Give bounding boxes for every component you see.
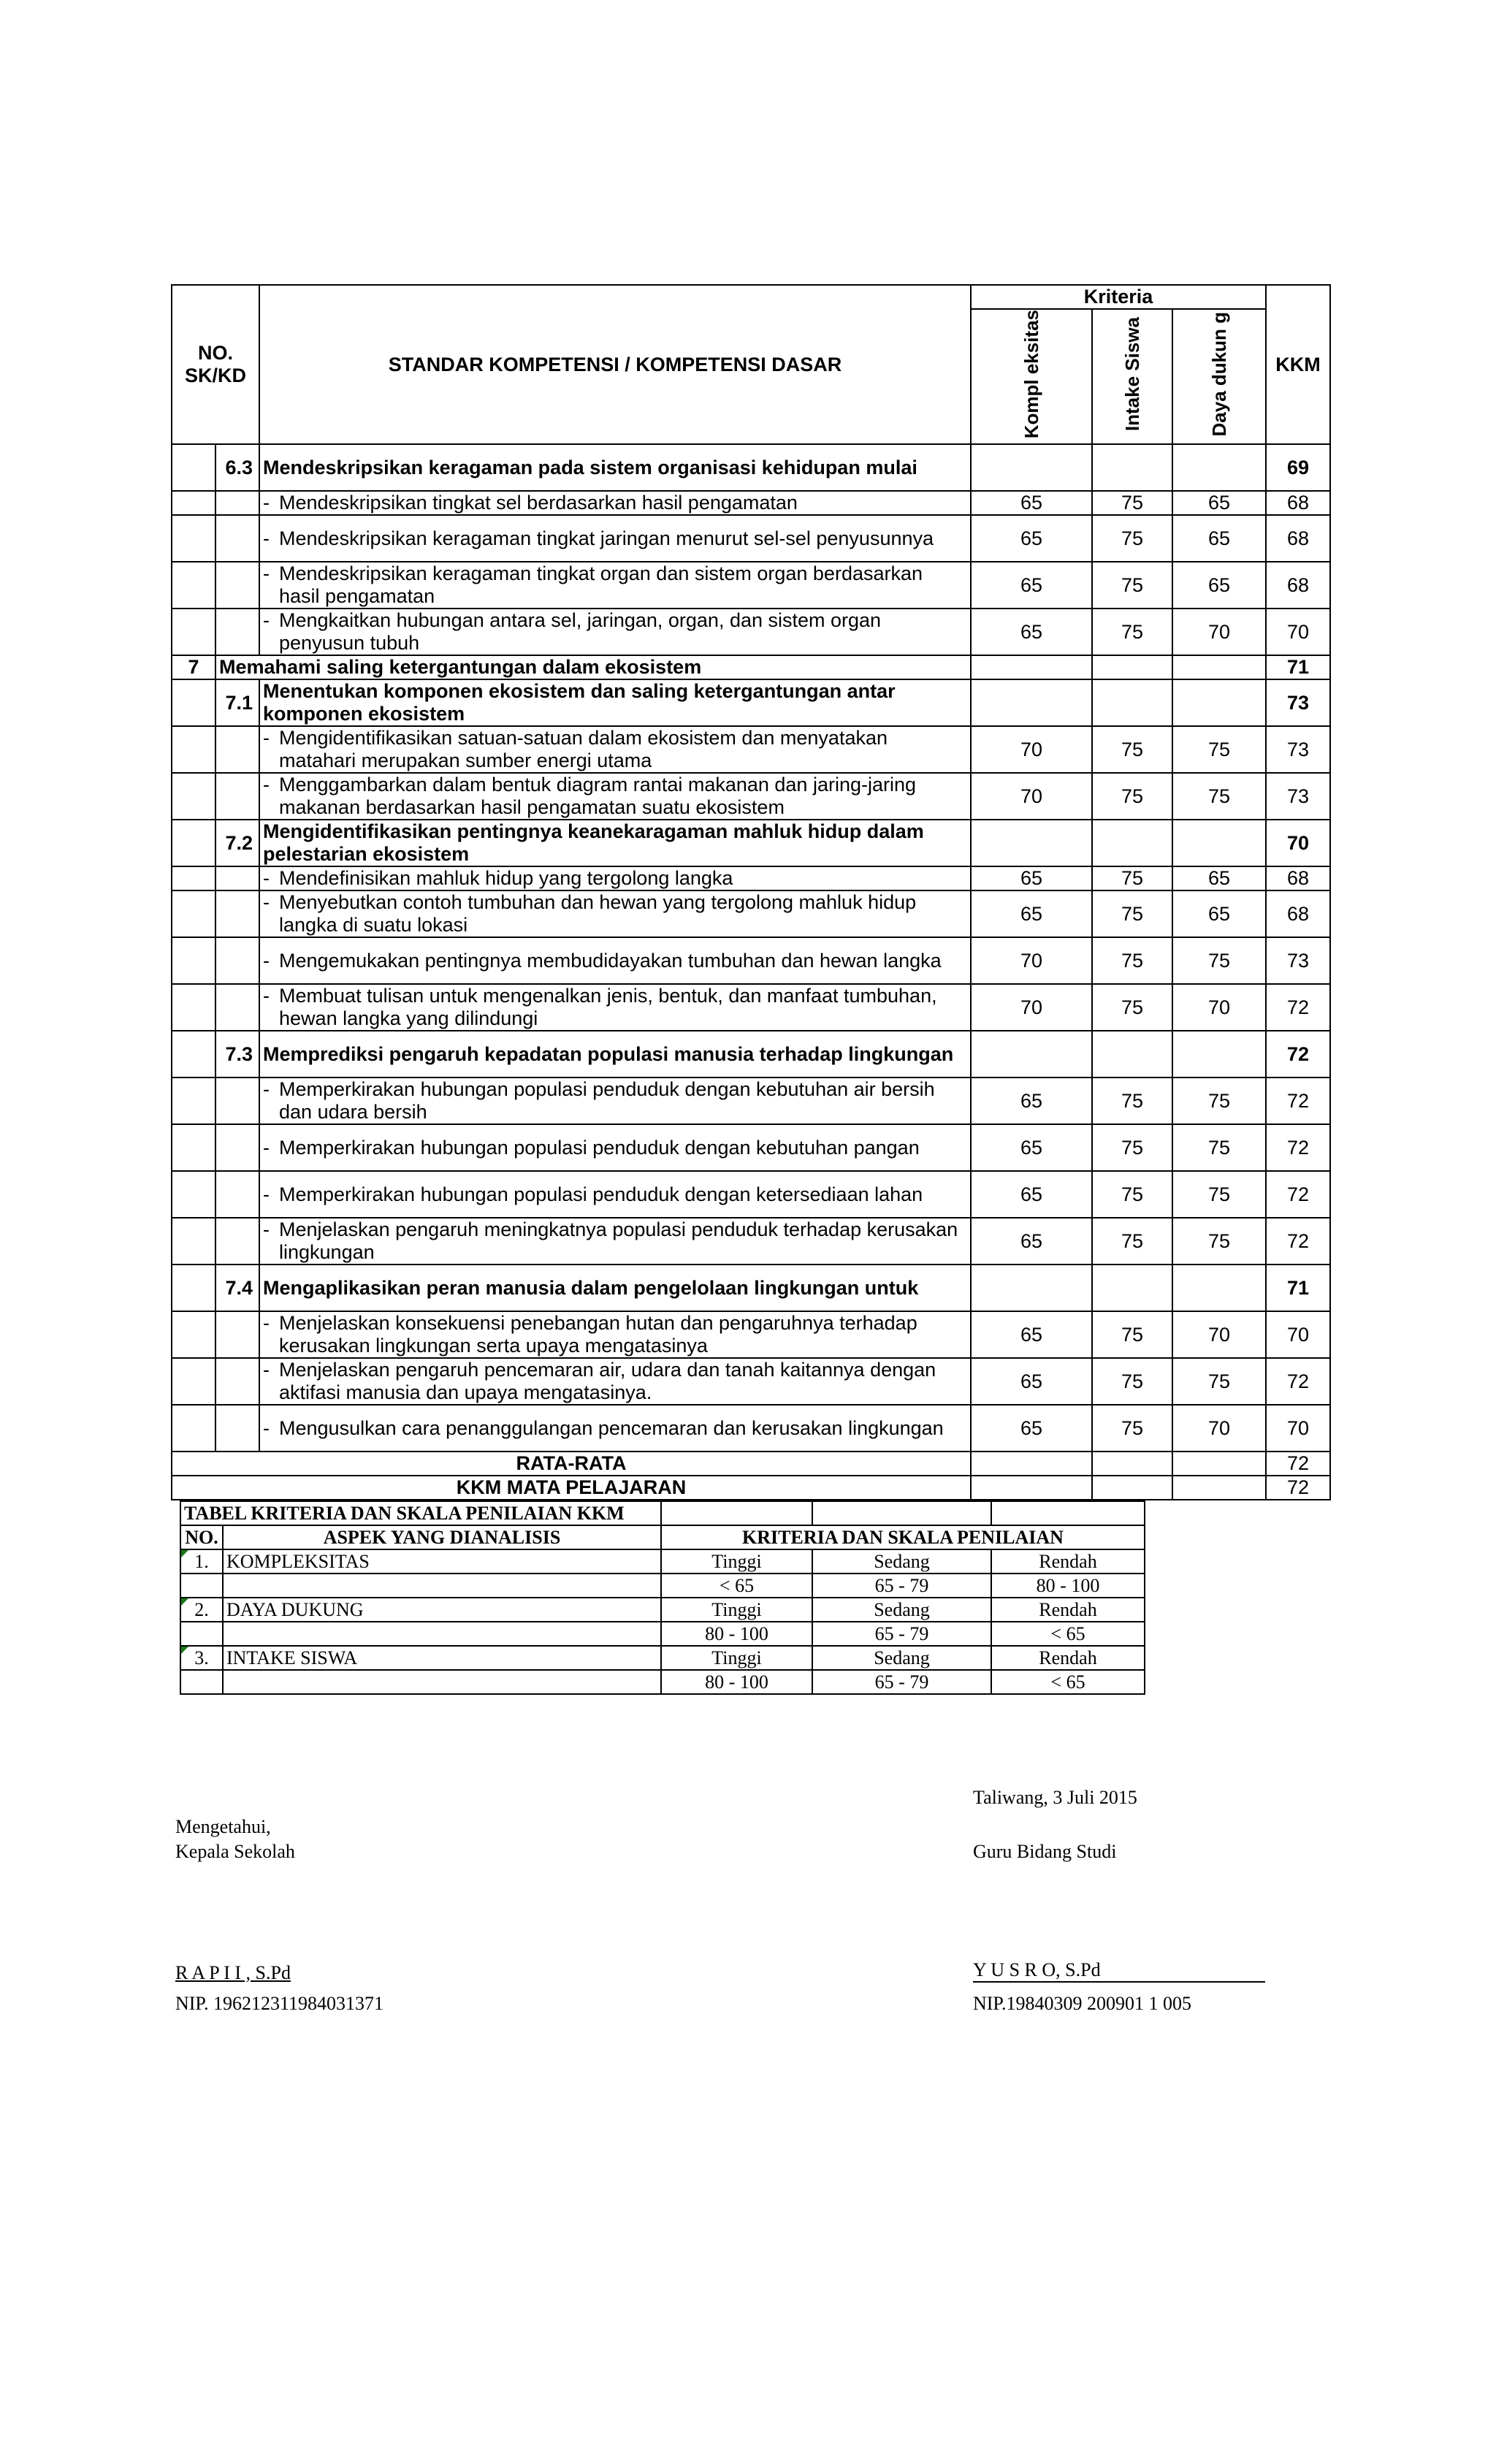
indicator-text	[259, 1405, 971, 1452]
blank-cell	[215, 1218, 259, 1265]
dash-marker: -	[263, 1136, 270, 1159]
header-kriteria: Kriteria	[971, 285, 1266, 309]
kkm-value: 73	[1266, 679, 1330, 726]
indicator-label: Mengidentifikasikan satuan-satuan dalam ekosistem dan menyatakan matahari merupakan sumber energi utama	[279, 727, 888, 772]
blank-cell	[172, 1311, 215, 1358]
dash-marker: -	[263, 1312, 270, 1335]
dash-marker: -	[263, 1183, 270, 1205]
blank-cell	[215, 1077, 259, 1124]
blank-cell	[172, 773, 215, 820]
kompleksitas-value: 65	[971, 1077, 1092, 1124]
dash-marker: -	[263, 1416, 270, 1439]
guru-nip: NIP.19840309 200901 1 005	[973, 1993, 1192, 2014]
indicator-row	[172, 1218, 1330, 1265]
kd-row	[172, 1031, 1330, 1077]
kkm-value: 73	[1266, 773, 1330, 820]
indicator-label: Memperkirakan hubungan populasi penduduk dengan kebutuhan pangan	[279, 1136, 920, 1159]
kd-number: 7.2	[215, 820, 259, 866]
indicator-row	[172, 1311, 1330, 1358]
kd-row	[172, 444, 1330, 491]
indicator-text	[259, 562, 971, 609]
kd-text: Mendeskripsikan keragaman pada sistem organisasi kehidupan mulai	[259, 444, 971, 491]
indicator-row	[172, 890, 1330, 937]
daya-dukung-value: 70	[1172, 984, 1266, 1031]
kd-row	[172, 679, 1330, 726]
daya-dukung-value: 75	[1172, 937, 1266, 984]
kepala-sekolah-name: R A P I I , S.Pd	[175, 1962, 291, 1983]
blank-cell	[172, 1405, 215, 1452]
blank-cell	[172, 444, 215, 491]
criteria-level: Tinggi	[661, 1646, 812, 1670]
indicator-text	[259, 984, 971, 1031]
indicator-text	[259, 890, 971, 937]
indicator-label: Mengemukakan pentingnya membudidayakan tumbuhan dan hewan langka	[279, 949, 942, 972]
blank-cell	[215, 890, 259, 937]
kd-number: 6.3	[215, 444, 259, 491]
dash-marker: -	[263, 867, 270, 890]
criteria-range: 65 - 79	[812, 1670, 991, 1694]
blank-cell	[971, 1476, 1092, 1500]
kd-number: 7.3	[215, 1031, 259, 1077]
blank-cell	[172, 609, 215, 655]
kompleksitas-value: 65	[971, 1171, 1092, 1218]
criteria-range-row	[180, 1670, 1145, 1694]
sk-row	[172, 655, 1330, 679]
kompleksitas-value: 65	[971, 1311, 1092, 1358]
dash-marker: -	[263, 562, 270, 585]
dash-marker: -	[263, 527, 270, 549]
indicator-row	[172, 1171, 1330, 1218]
sk-text: Memahami saling ketergantungan dalam ekosistem	[215, 655, 971, 679]
dash-marker: -	[263, 1218, 270, 1241]
blank-cell	[215, 937, 259, 984]
blank-cell	[180, 1670, 223, 1694]
blank-cell	[172, 1265, 215, 1311]
blank-cell	[215, 773, 259, 820]
blank-cell	[215, 1171, 259, 1218]
intake-value: 75	[1092, 726, 1172, 773]
dash-marker: -	[263, 774, 270, 796]
criteria-range-row	[180, 1622, 1145, 1646]
daya-dukung-value: 75	[1172, 726, 1266, 773]
kompleksitas-value: 65	[971, 562, 1092, 609]
kompleksitas-value: 65	[971, 1218, 1092, 1265]
daya-dukung-value	[1172, 679, 1266, 726]
kompleksitas-value: 65	[971, 1358, 1092, 1405]
criteria-row	[180, 1549, 1145, 1574]
summary-kkm: 72	[1266, 1476, 1330, 1500]
kompleksitas-value: 65	[971, 609, 1092, 655]
kompleksitas-value	[971, 1265, 1092, 1311]
kd-text: Memprediksi pengaruh kepadatan populasi manusia terhadap lingkungan	[259, 1031, 971, 1077]
indicator-row	[172, 773, 1330, 820]
indicator-text	[259, 491, 971, 515]
kompleksitas-value	[971, 444, 1092, 491]
daya-dukung-value: 75	[1172, 1077, 1266, 1124]
daya-dukung-value	[1172, 444, 1266, 491]
dash-marker: -	[263, 1359, 270, 1381]
kkm-value: 72	[1266, 1358, 1330, 1405]
daya-dukung-value: 70	[1172, 609, 1266, 655]
place-date: Taliwang, 3 Juli 2015	[973, 1787, 1137, 1808]
kompleksitas-value: 65	[971, 491, 1092, 515]
dash-marker: -	[263, 985, 270, 1007]
summary-kkm: 72	[1266, 1452, 1330, 1476]
indicator-label: Memperkirakan hubungan populasi penduduk dengan kebutuhan air bersih dan udara bersih	[279, 1078, 935, 1124]
criteria-col-aspect: ASPEK YANG DIANALISIS	[223, 1525, 661, 1549]
intake-value: 75	[1092, 1077, 1172, 1124]
criteria-level: Rendah	[991, 1549, 1145, 1574]
criteria-level: Sedang	[812, 1549, 991, 1574]
intake-value	[1092, 1031, 1172, 1077]
criteria-no: 1.	[180, 1549, 223, 1574]
blank-cell	[215, 984, 259, 1031]
indicator-row	[172, 937, 1330, 984]
kompleksitas-value	[971, 1031, 1092, 1077]
blank-cell	[223, 1622, 661, 1646]
blank-cell	[172, 491, 215, 515]
daya-dukung-value: 70	[1172, 1311, 1266, 1358]
blank-cell	[172, 1124, 215, 1171]
indicator-text	[259, 1171, 971, 1218]
blank-cell	[1172, 1476, 1266, 1500]
kkm-value: 72	[1266, 1124, 1330, 1171]
blank-cell	[1172, 1452, 1266, 1476]
intake-value: 75	[1092, 515, 1172, 562]
blank-cell	[215, 726, 259, 773]
blank-cell	[215, 1358, 259, 1405]
daya-dukung-value	[1172, 820, 1266, 866]
indicator-label: Mendeskripsikan keragaman tingkat jaringan menurut sel-sel penyusunnya	[279, 527, 934, 549]
criteria-col-scale: KRITERIA DAN SKALA PENILAIAN	[661, 1525, 1145, 1549]
criteria-range: 65 - 79	[812, 1622, 991, 1646]
indicator-label: Mendeskripsikan tingkat sel berdasarkan hasil pengamatan	[279, 492, 798, 514]
blank-cell	[971, 1452, 1092, 1476]
kkm-value: 71	[1266, 1265, 1330, 1311]
indicator-text	[259, 515, 971, 562]
blank-cell	[172, 890, 215, 937]
kompleksitas-value: 65	[971, 1124, 1092, 1171]
intake-value: 75	[1092, 866, 1172, 890]
criteria-level: Rendah	[991, 1646, 1145, 1670]
daya-dukung-value: 75	[1172, 1218, 1266, 1265]
blank-cell	[223, 1670, 661, 1694]
kompleksitas-value: 70	[971, 937, 1092, 984]
kd-text: Menentukan komponen ekosistem dan saling ketergantungan antar komponen ekosistem	[259, 679, 971, 726]
kd-row	[172, 820, 1330, 866]
indicator-label: Menjelaskan konsekuensi penebangan hutan dan pengaruhnya terhadap kerusakan lingkungan serta upaya mengatasinya	[279, 1312, 917, 1357]
intake-value: 75	[1092, 1218, 1172, 1265]
intake-value	[1092, 820, 1172, 866]
daya-dukung-value	[1172, 1031, 1266, 1077]
criteria-level: Sedang	[812, 1646, 991, 1670]
intake-value: 75	[1092, 1358, 1172, 1405]
indicator-text	[259, 1124, 971, 1171]
daya-dukung-value: 75	[1172, 1171, 1266, 1218]
indicator-text	[259, 1358, 971, 1405]
indicator-row	[172, 491, 1330, 515]
dash-marker: -	[263, 891, 270, 914]
blank-cell	[172, 1218, 215, 1265]
kkm-value: 70	[1266, 820, 1330, 866]
indicator-label: Menjelaskan pengaruh meningkatnya populasi penduduk terhadap kerusakan lingkungan	[279, 1218, 958, 1264]
criteria-row	[180, 1598, 1145, 1622]
blank-cell	[172, 820, 215, 866]
header-no: NO. SK/KD	[172, 285, 259, 444]
kkm-value: 73	[1266, 726, 1330, 773]
daya-dukung-value: 65	[1172, 491, 1266, 515]
blank-cell	[172, 562, 215, 609]
blank-cell	[172, 515, 215, 562]
intake-value: 75	[1092, 937, 1172, 984]
kkm-value: 68	[1266, 890, 1330, 937]
criteria-range: < 65	[991, 1670, 1145, 1694]
indicator-text	[259, 1077, 971, 1124]
indicator-row	[172, 866, 1330, 890]
intake-value: 75	[1092, 1124, 1172, 1171]
header-intake-siswa: Intake Siswa	[1121, 317, 1144, 432]
indicator-label: Mendefinisikan mahluk hidup yang tergolong langka	[279, 867, 733, 890]
summary-label: KKM MATA PELAJARAN	[172, 1476, 971, 1500]
daya-dukung-value: 75	[1172, 1358, 1266, 1405]
blank-cell	[215, 1311, 259, 1358]
mengetahui-label: Mengetahui,	[175, 1816, 271, 1837]
intake-value	[1092, 444, 1172, 491]
indicator-text	[259, 866, 971, 890]
indicator-row	[172, 609, 1330, 655]
criteria-no: 3.	[180, 1646, 223, 1670]
kompleksitas-value: 70	[971, 984, 1092, 1031]
sk-number: 7	[172, 655, 215, 679]
kd-number: 7.1	[215, 679, 259, 726]
indicator-row	[172, 984, 1330, 1031]
blank-cell	[215, 1124, 259, 1171]
kepala-sekolah-label: Kepala Sekolah	[175, 1841, 295, 1862]
daya-dukung-value: 75	[1172, 773, 1266, 820]
criteria-row	[180, 1646, 1145, 1670]
criteria-aspect: INTAKE SISWA	[223, 1646, 661, 1670]
blank-cell	[215, 515, 259, 562]
indicator-row	[172, 1405, 1330, 1452]
indicator-label: Mendeskripsikan keragaman tingkat organ dan sistem organ berdasarkan hasil pengamatan	[279, 562, 923, 608]
daya-dukung-value	[1172, 655, 1266, 679]
intake-value: 75	[1092, 1311, 1172, 1358]
criteria-title: TABEL KRITERIA DAN SKALA PENILAIAN KKM	[180, 1501, 661, 1525]
indicator-label: Mengusulkan cara penanggulangan pencemaran dan kerusakan lingkungan	[279, 1416, 944, 1439]
daya-dukung-value: 70	[1172, 1405, 1266, 1452]
intake-value: 75	[1092, 1171, 1172, 1218]
criteria-aspect: KOMPLEKSITAS	[223, 1549, 661, 1574]
intake-value	[1092, 1265, 1172, 1311]
kkm-value: 72	[1266, 1218, 1330, 1265]
dash-marker: -	[263, 1078, 270, 1101]
daya-dukung-value: 65	[1172, 562, 1266, 609]
indicator-row	[172, 726, 1330, 773]
kkm-value: 72	[1266, 984, 1330, 1031]
blank-cell	[172, 679, 215, 726]
blank-cell	[172, 1077, 215, 1124]
blank-cell	[215, 491, 259, 515]
indicator-text	[259, 1218, 971, 1265]
kompleksitas-value: 65	[971, 1405, 1092, 1452]
criteria-level: Tinggi	[661, 1598, 812, 1622]
criteria-range: 80 - 100	[661, 1622, 812, 1646]
daya-dukung-value: 65	[1172, 890, 1266, 937]
kepala-sekolah-nip: NIP. 196212311984031371	[175, 1993, 384, 2014]
blank-cell	[223, 1574, 661, 1598]
criteria-range: 65 - 79	[812, 1574, 991, 1598]
kkm-value: 68	[1266, 515, 1330, 562]
kompleksitas-value: 65	[971, 515, 1092, 562]
dash-marker: -	[263, 949, 270, 972]
blank-cell	[172, 866, 215, 890]
criteria-no: 2.	[180, 1598, 223, 1622]
intake-value	[1092, 679, 1172, 726]
kkm-value: 68	[1266, 562, 1330, 609]
kkm-value: 68	[1266, 491, 1330, 515]
blank-cell	[172, 1358, 215, 1405]
intake-value: 75	[1092, 491, 1172, 515]
criteria-level: Sedang	[812, 1598, 991, 1622]
blank-cell	[215, 562, 259, 609]
indicator-text	[259, 726, 971, 773]
summary-label: RATA-RATA	[172, 1452, 971, 1476]
header-standard: STANDAR KOMPETENSI / KOMPETENSI DASAR	[259, 285, 971, 444]
kd-text: Mengaplikasikan peran manusia dalam pengelolaan lingkungan untuk	[259, 1265, 971, 1311]
kompleksitas-value: 70	[971, 726, 1092, 773]
criteria-level: Rendah	[991, 1598, 1145, 1622]
blank-cell	[215, 866, 259, 890]
kkm-value: 71	[1266, 655, 1330, 679]
kkm-value: 68	[1266, 866, 1330, 890]
indicator-row	[172, 1358, 1330, 1405]
kkm-value: 69	[1266, 444, 1330, 491]
indicator-text	[259, 609, 971, 655]
criteria-range: < 65	[991, 1622, 1145, 1646]
indicator-label: Menggambarkan dalam bentuk diagram rantai makanan dan jaring-jaring makanan berdasarkan hasil pengamatan suatu ekosistem	[279, 774, 917, 819]
indicator-row	[172, 1077, 1330, 1124]
indicator-text	[259, 937, 971, 984]
criteria-range: 80 - 100	[991, 1574, 1145, 1598]
summary-row	[172, 1452, 1330, 1476]
dash-marker: -	[263, 492, 270, 514]
kkm-value: 72	[1266, 1077, 1330, 1124]
indicator-label: Memperkirakan hubungan populasi penduduk dengan ketersediaan lahan	[279, 1183, 923, 1205]
criteria-range: 80 - 100	[661, 1670, 812, 1694]
criteria-aspect: DAYA DUKUNG	[223, 1598, 661, 1622]
header-daya-dukung: Daya dukun g	[1208, 311, 1231, 437]
header-kkm: KKM	[1266, 285, 1330, 444]
daya-dukung-value: 65	[1172, 866, 1266, 890]
blank-cell	[172, 984, 215, 1031]
criteria-level: Tinggi	[661, 1549, 812, 1574]
indicator-row	[172, 1124, 1330, 1171]
kompleksitas-value	[971, 655, 1092, 679]
indicator-label: Menjelaskan pengaruh pencemaran air, udara dan tanah kaitannya dengan aktifasi manusia dan upaya mengatasinya.	[279, 1359, 936, 1404]
kompleksitas-value: 70	[971, 773, 1092, 820]
guru-name: Y U S R O, S.Pd	[973, 1959, 1265, 1983]
indicator-label: Membuat tulisan untuk mengenalkan jenis, bentuk, dan manfaat tumbuhan, hewan langka yang dilindungi	[279, 985, 937, 1030]
blank-cell	[172, 1171, 215, 1218]
kkm-value: 72	[1266, 1171, 1330, 1218]
kkm-table	[171, 284, 1331, 1500]
indicator-text	[259, 1311, 971, 1358]
kkm-value: 70	[1266, 1405, 1330, 1452]
criteria-col-no: NO.	[180, 1525, 223, 1549]
kkm-value: 73	[1266, 937, 1330, 984]
dash-marker: -	[263, 727, 270, 750]
kd-text: Mengidentifikasikan pentingnya keanekaragaman mahluk hidup dalam pelestarian ekosistem	[259, 820, 971, 866]
indicator-text	[259, 773, 971, 820]
intake-value: 75	[1092, 984, 1172, 1031]
kkm-value: 70	[1266, 609, 1330, 655]
kd-row	[172, 1265, 1330, 1311]
blank-cell	[180, 1574, 223, 1598]
blank-cell	[1092, 1452, 1172, 1476]
kkm-value: 72	[1266, 1031, 1330, 1077]
blank-cell	[172, 726, 215, 773]
kd-number: 7.4	[215, 1265, 259, 1311]
intake-value	[1092, 655, 1172, 679]
kompleksitas-value: 65	[971, 866, 1092, 890]
intake-value: 75	[1092, 773, 1172, 820]
daya-dukung-value	[1172, 1265, 1266, 1311]
indicator-row	[172, 515, 1330, 562]
blank-cell	[215, 609, 259, 655]
blank-cell	[180, 1622, 223, 1646]
daya-dukung-value: 65	[1172, 515, 1266, 562]
intake-value: 75	[1092, 1405, 1172, 1452]
blank-cell	[172, 1031, 215, 1077]
daya-dukung-value: 75	[1172, 1124, 1266, 1171]
header-kompleksitas: Kompl eksitas	[1020, 310, 1043, 439]
kkm-value: 70	[1266, 1311, 1330, 1358]
summary-row	[172, 1476, 1330, 1500]
intake-value: 75	[1092, 562, 1172, 609]
criteria-range: < 65	[661, 1574, 812, 1598]
blank-cell	[172, 937, 215, 984]
blank-cell	[215, 1405, 259, 1452]
indicator-row	[172, 562, 1330, 609]
kompleksitas-value: 65	[971, 890, 1092, 937]
kompleksitas-value	[971, 679, 1092, 726]
blank-cell	[1092, 1476, 1172, 1500]
guru-bidang-studi-label: Guru Bidang Studi	[973, 1841, 1117, 1862]
criteria-table	[180, 1500, 1145, 1695]
indicator-label: Menyebutkan contoh tumbuhan dan hewan yang tergolong mahluk hidup langka di suatu lokasi	[279, 891, 917, 937]
indicator-label: Mengkaitkan hubungan antara sel, jaringan, organ, dan sistem organ penyusun tubuh	[279, 609, 882, 655]
criteria-range-row	[180, 1574, 1145, 1598]
intake-value: 75	[1092, 890, 1172, 937]
dash-marker: -	[263, 609, 270, 632]
kompleksitas-value	[971, 820, 1092, 866]
intake-value: 75	[1092, 609, 1172, 655]
